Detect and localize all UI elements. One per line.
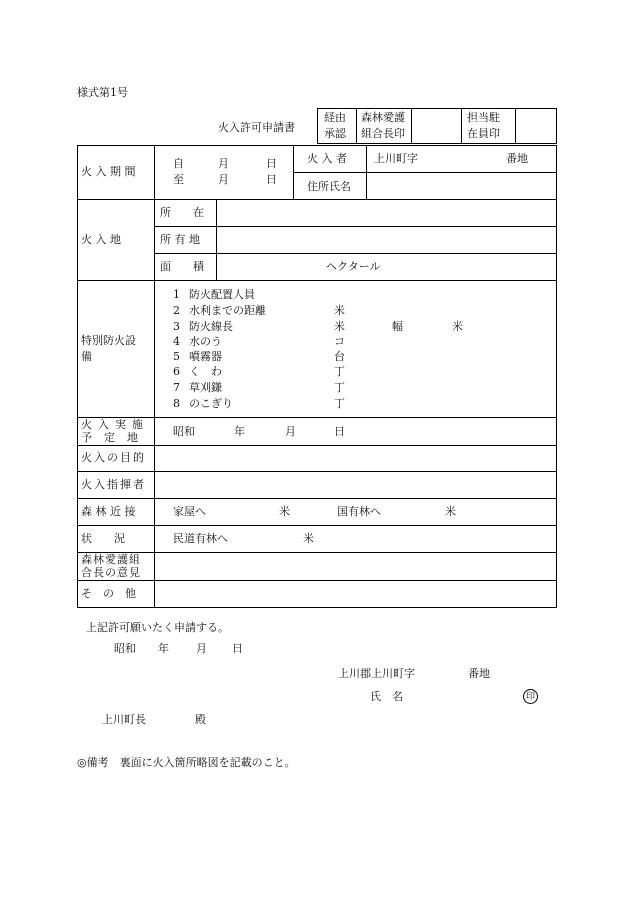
footer-address: 上川郡上川町字 xyxy=(338,667,415,680)
approval-frame xyxy=(317,108,557,144)
ranger-label: 担当駐 xyxy=(467,111,500,124)
forest-national-label: 国有林へ xyxy=(337,505,381,518)
equipment-item-no: 3 xyxy=(173,320,180,333)
forest-house-unit: 米 xyxy=(279,505,290,518)
equipment-item-unit: 丁 xyxy=(334,397,345,410)
row-divider xyxy=(77,580,557,581)
request-statement: 上記許可願いたく申請する。 xyxy=(86,621,229,634)
site-area-unit: ヘクタール xyxy=(326,260,381,273)
row-divider xyxy=(293,172,557,173)
site-label xyxy=(81,233,147,247)
row-divider xyxy=(77,199,557,200)
footer-banchi: 番地 xyxy=(468,667,490,680)
ranger-seal-label: 在員印 xyxy=(467,127,500,140)
application-table xyxy=(77,145,557,608)
form-number: 様式第1号 xyxy=(77,86,128,99)
approve-label: 承認 xyxy=(324,127,346,140)
purpose-label: 火入の目的 xyxy=(81,451,146,464)
equipment-item-no: 2 xyxy=(173,304,180,317)
remarks-note: ◎備考 裏面に火入箇所略図を記載のこと。 xyxy=(77,756,296,769)
equipment-item-unit: 丁 xyxy=(334,381,345,394)
status-label: 状 況 xyxy=(81,532,125,545)
row-divider xyxy=(77,445,557,446)
equipment-item-name: 水のう xyxy=(189,335,222,348)
period-from-day: 日 xyxy=(266,157,277,170)
row-divider xyxy=(77,280,557,281)
scheduled-label-2: 予定地 xyxy=(81,431,150,444)
equipment-item-no: 4 xyxy=(173,335,180,348)
commander-label: 火入指揮者 xyxy=(81,478,146,491)
row-divider xyxy=(77,417,557,418)
equipment-item-unit: 米 xyxy=(334,320,345,333)
divider xyxy=(356,108,357,144)
site-area-label: 面 積 xyxy=(160,260,204,273)
period-to-month: 月 xyxy=(218,173,229,186)
site-owner-label: 所 有 地 xyxy=(160,233,200,246)
association-label: 森林愛護 xyxy=(361,111,405,124)
column-divider xyxy=(366,145,367,199)
footer-era: 昭和 xyxy=(114,642,136,655)
equipment-item-name: 防火配置人員 xyxy=(189,288,255,301)
scheduled-day: 日 xyxy=(334,425,345,438)
footer-day: 日 xyxy=(232,642,243,655)
opinion-label-1: 森林愛護組 xyxy=(81,553,141,566)
footer-name-label: 氏 名 xyxy=(370,690,403,703)
period-from-month: 月 xyxy=(218,157,229,170)
equipment-item-name: 水利までの距離 xyxy=(189,304,266,317)
via-label: 経由 xyxy=(324,111,346,124)
row-divider xyxy=(154,226,557,227)
form-title: 火入許可申請書 xyxy=(218,121,295,134)
forest-house-label: 家屋へ xyxy=(173,505,206,518)
site-location-label: 所 在 xyxy=(160,206,204,219)
equipment-width-unit: 米 xyxy=(452,320,463,333)
row-divider xyxy=(77,552,557,553)
period-to-label: 至 xyxy=(173,173,184,186)
divider xyxy=(411,108,412,144)
association-seal-label: 組合長印 xyxy=(361,127,405,140)
row-divider xyxy=(77,525,557,526)
equipment-item-name: 草刈鎌 xyxy=(189,381,222,394)
equipment-label-2: 備 xyxy=(81,350,92,363)
equipment-item-unit: 台 xyxy=(334,350,345,363)
period-from-label: 自 xyxy=(173,157,184,170)
equipment-item-name: のこぎり xyxy=(189,397,233,410)
equipment-item-unit: 米 xyxy=(334,304,345,317)
period-label-text: 火 入 期 間 xyxy=(81,165,136,178)
equipment-item-unit: コ xyxy=(334,335,345,348)
equipment-label-1: 特別防火設 xyxy=(81,334,136,347)
label-column-divider xyxy=(154,145,155,608)
period-to-day: 日 xyxy=(266,173,277,186)
applicant-label: 火 入 者 xyxy=(307,152,347,165)
row-divider xyxy=(77,471,557,472)
column-divider xyxy=(293,145,294,199)
equipment-item-name: 防火線長 xyxy=(189,320,233,333)
addressee: 上川町長 xyxy=(102,713,146,726)
forest-proximity-label: 森 林 近 接 xyxy=(81,505,136,518)
row-divider xyxy=(154,253,557,254)
footer-month: 月 xyxy=(196,642,207,655)
divider xyxy=(461,108,462,144)
other-label: そ の 他 xyxy=(81,587,136,600)
applicant-address-prefix: 上川町字 xyxy=(374,152,418,165)
column-divider xyxy=(216,199,217,280)
honorific: 殿 xyxy=(195,713,206,726)
applicant-name-label: 住所氏名 xyxy=(307,180,351,193)
footer-year: 年 xyxy=(158,642,169,655)
scheduled-month: 月 xyxy=(285,425,296,438)
equipment-item-no: 6 xyxy=(173,365,180,378)
equipment-width-label: 幅 xyxy=(392,320,403,333)
seal-icon: 印 xyxy=(523,689,538,704)
scheduled-era: 昭和 xyxy=(173,425,195,438)
applicant-banchi: 番地 xyxy=(506,152,528,165)
row-divider xyxy=(77,498,557,499)
equipment-item-no: 1 xyxy=(173,288,180,301)
site-label-text: 火 入 地 xyxy=(81,233,121,246)
period-label xyxy=(81,165,147,179)
equipment-item-unit: 丁 xyxy=(334,365,345,378)
forest-private-label: 民道有林へ xyxy=(173,532,228,545)
equipment-item-name: く わ xyxy=(189,365,222,378)
equipment-item-no: 7 xyxy=(173,381,180,394)
forest-private-unit: 米 xyxy=(303,532,314,545)
scheduled-year: 年 xyxy=(234,425,245,438)
equipment-item-no: 8 xyxy=(173,397,180,410)
opinion-label-2: 合長の意見 xyxy=(81,566,141,579)
divider xyxy=(515,108,516,144)
scheduled-label-1: 火入実施 xyxy=(81,418,149,431)
forest-national-unit: 米 xyxy=(445,505,456,518)
equipment-item-name: 噴霧器 xyxy=(189,350,222,363)
equipment-item-no: 5 xyxy=(173,350,180,363)
